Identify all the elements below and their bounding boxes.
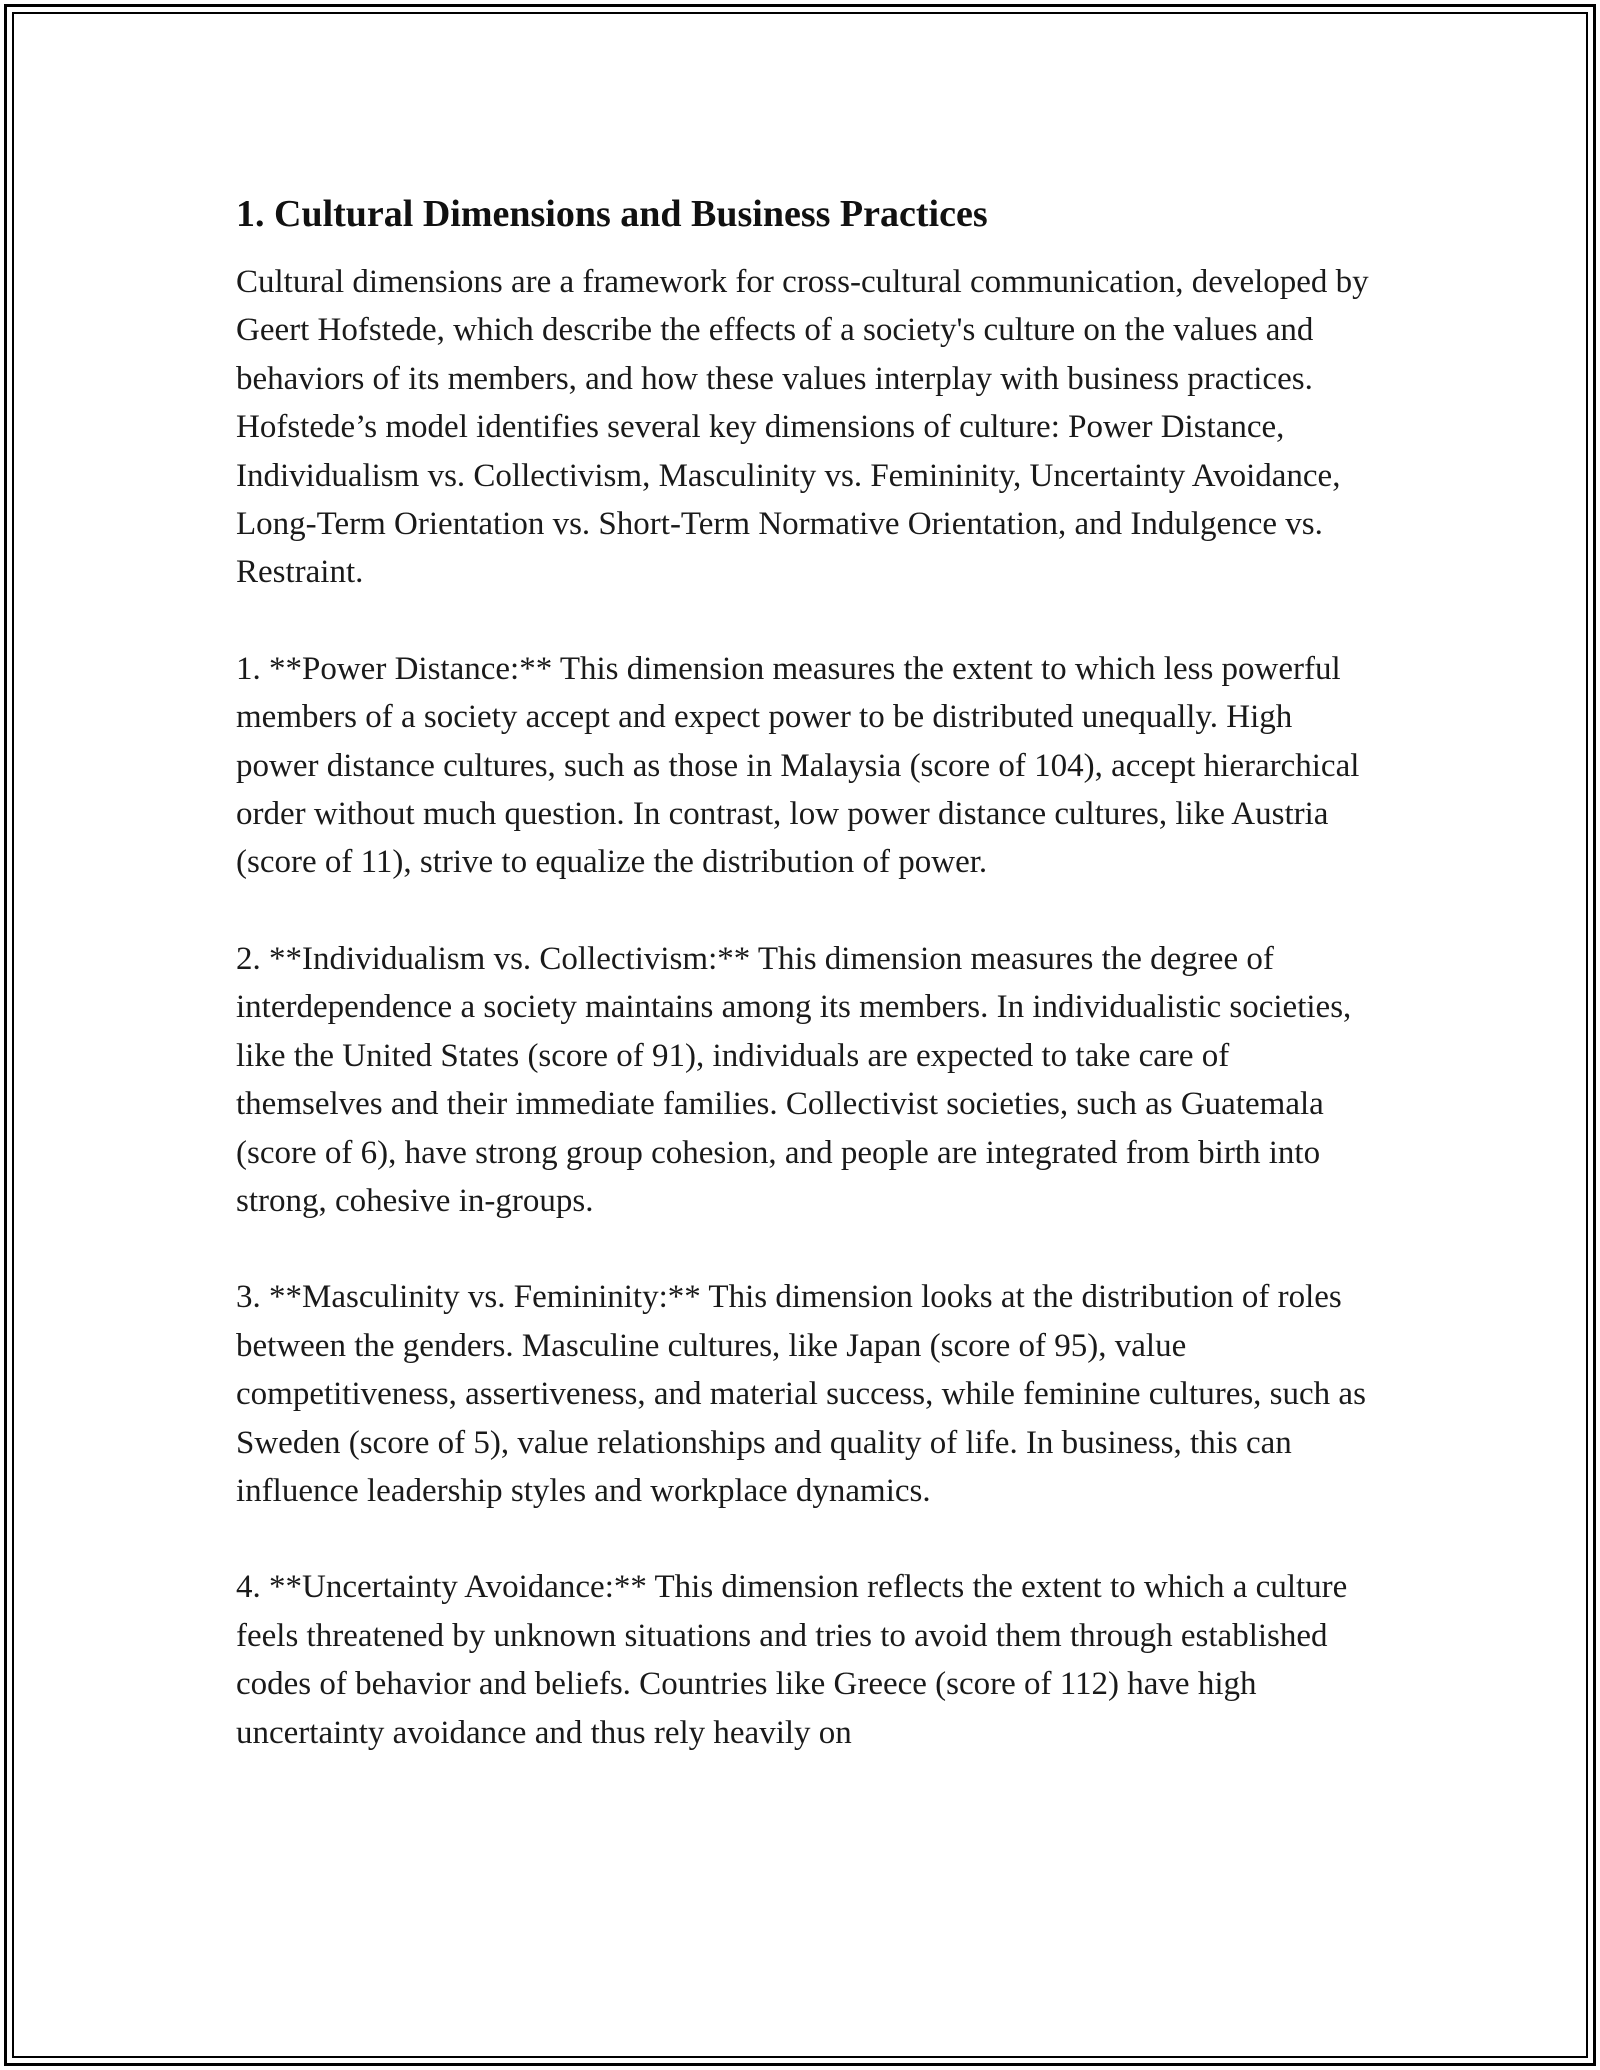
masculinity-paragraph: 3. **Masculinity vs. Femininity:** This dimension looks at the distribution of roles between the genders. Masculine cultures, like Japan (score of 95), value competitiveness, assertiveness, and material success, while feminine cultures, such as Sweden (score of 5), value relationships and quality of life. In business, this can influence leadership styles and workplace dynamics. — [236, 1279, 1366, 1509]
document-body — [236, 180, 1376, 1805]
individualism-paragraph: 2. **Individualism vs. Collectivism:** This dimension measures the degree of interdependence a society maintains among its members. In individualistic societies, like the United States (score of 91), individuals are expected to take care of themselves and their immediate families. Collectivist societies, such as Guatemala (score of 6), have strong group cohesion, and people are integrated from birth into strong, cohesive in-groups. — [236, 940, 1352, 1219]
power-distance-paragraph: 1. **Power Distance:** This dimension measures the extent to which less powerful members of a society accept and expect power to be distributed unequally. High power distance cultures, such as those in Malaysia (score of 104), accept hierarchical order without much question. In contrast, low power distance cultures, like Austria (score of 11), strive to equalize the distribution of power. — [236, 650, 1360, 881]
section-heading: 1. Cultural Dimensions and Business Practices — [236, 193, 988, 235]
uncertainty-avoidance-paragraph: 4. **Uncertainty Avoidance:** This dimension reflects the extent to which a culture feels threatened by unknown situations and tries to avoid them through established codes of behavior and beliefs. Countries like Greece (score of 112) have high uncertainty avoidance and thus rely heavily on — [236, 1569, 1348, 1751]
intro-paragraph: Cultural dimensions are a framework for cross-cultural communication, developed by Geert Hofstede, which describe the effects of a society's culture on the values and behaviors of its members, and how these values interplay with business practices. Hofstede’s model identifies several key dimensions of culture: Power Distance, Individualism vs. Collectivism, Masculinity vs. Femininity, Uncertainty Avoidance, Long-Term Orientation vs. Short-Term Normative Orientation, and Indulgence vs. Restraint. — [236, 264, 1369, 591]
